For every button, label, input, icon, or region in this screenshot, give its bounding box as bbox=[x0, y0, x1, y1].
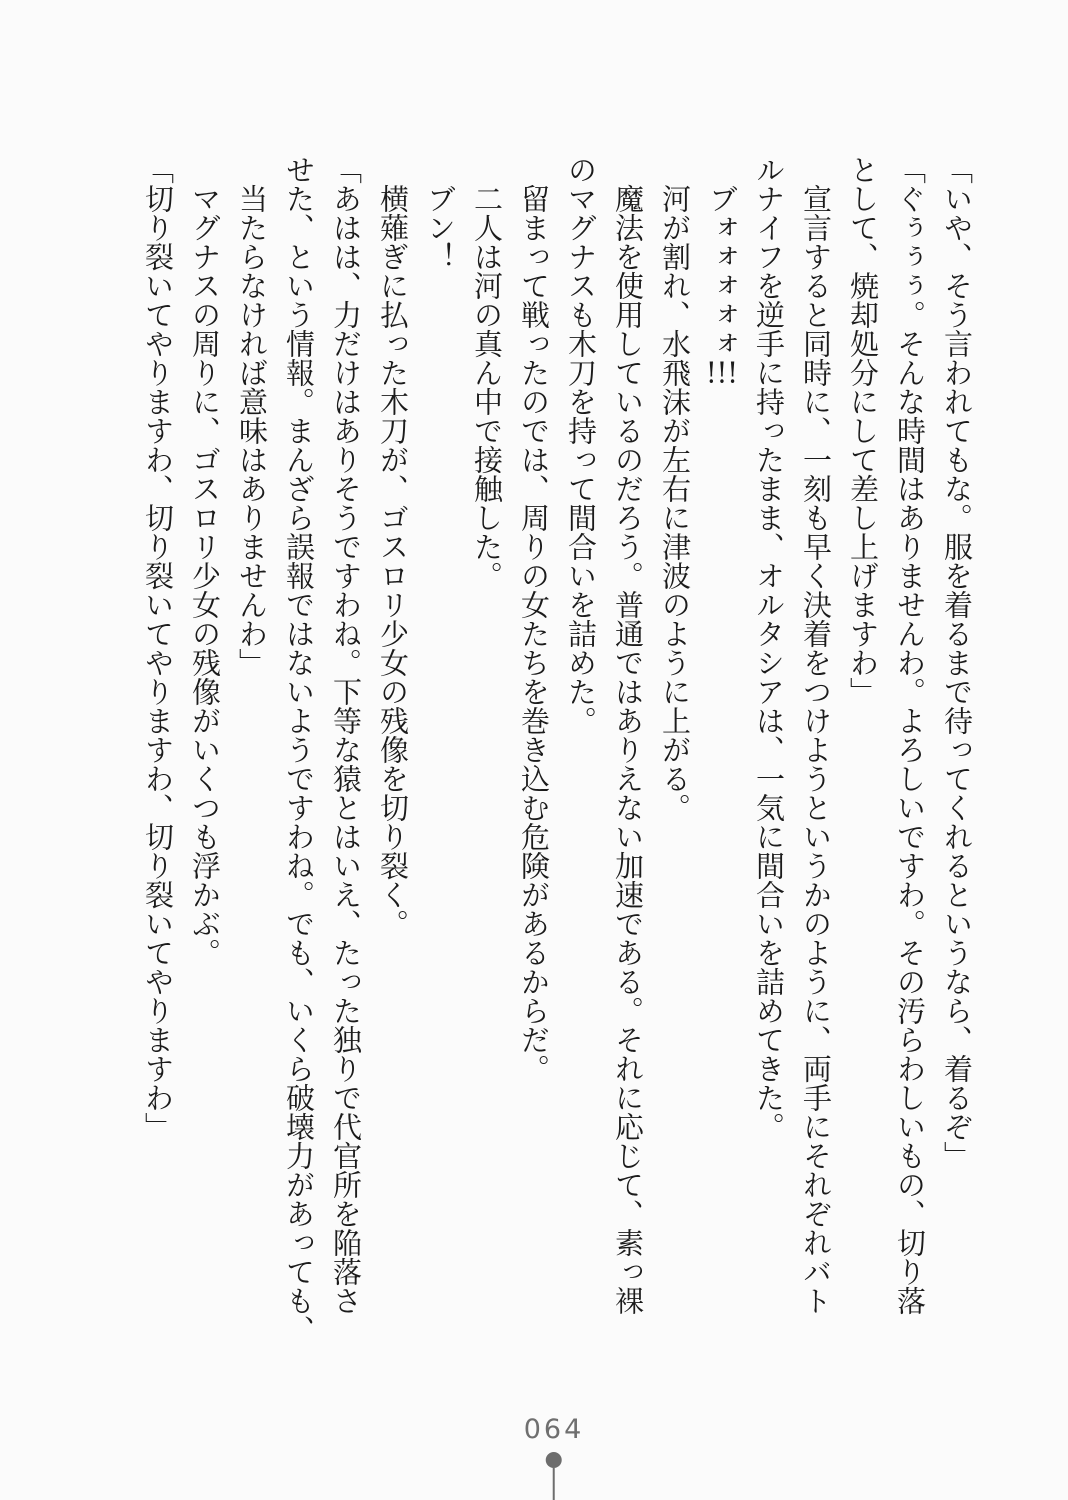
text-column: のマグナスも木刀を持って間合いを詰めた。 bbox=[564, 155, 598, 735]
text-column: 二人は河の真ん中で接触した。 bbox=[470, 184, 504, 590]
text-column: 河が割れ、水飛沫が左右に津波のように上がる。 bbox=[658, 184, 692, 822]
text-column: 「あはは、力だけはありそうですわね。下等な猿とはいえ、たった独りで代官所を陥落さ bbox=[329, 155, 363, 1315]
text-column: 横薙ぎに払った木刀が、ゴスロリ少女の残像を切り裂く。 bbox=[376, 184, 410, 938]
page-number: 064 bbox=[523, 1414, 585, 1445]
text-column: 魔法を使用しているのだろう。普通ではありえない加速である。それに応じて、素っ裸 bbox=[611, 184, 645, 1315]
text-column: 当たらなければ意味はありませんわ」 bbox=[235, 184, 269, 677]
text-column: マグナスの周りに、ゴスロリ少女の残像がいくつも浮かぶ。 bbox=[188, 184, 222, 967]
text-column: として、焼却処分にして差し上げますわ」 bbox=[846, 155, 880, 706]
sfx-text: ブォォォォォ bbox=[705, 184, 739, 358]
text-column: 「切り裂いてやりますわ、切り裂いてやりますわ、切り裂いてやりますわ」 bbox=[141, 155, 175, 1141]
text-column: ルナイフを逆手に持ったまま、オルタシアは、一気に間合いを詰めてきた。 bbox=[752, 155, 786, 1141]
text-column: 宣言すると同時に、一刻も早く決着をつけようというかのように、両手にそれぞれバト bbox=[799, 184, 833, 1315]
page-footer bbox=[524, 1416, 585, 1500]
text-column: せた、という情報。まんざら誤報ではないようですわね。でも、いくら破壊力があっても、 bbox=[282, 155, 316, 1344]
text-column-sfx bbox=[698, 155, 745, 1325]
text-column: ブン！ bbox=[423, 184, 457, 271]
footer-stem-ornament bbox=[553, 1468, 555, 1500]
vertical-text-block bbox=[134, 155, 980, 1344]
sfx-exclamation: !!! bbox=[706, 358, 738, 387]
footer-dot-ornament bbox=[546, 1452, 562, 1468]
text-column: 「ぐぅぅぅ。そんな時間はありませんわ。よろしいですわ。その汚らわしいもの、切り落 bbox=[893, 155, 927, 1315]
text-column: 留まって戦ったのでは、周りの女たちを巻き込む危険があるからだ。 bbox=[517, 184, 551, 1083]
text-column: 「いや、そう言われてもな。服を着るまで待ってくれるというなら、着るぞ」 bbox=[940, 155, 974, 1170]
